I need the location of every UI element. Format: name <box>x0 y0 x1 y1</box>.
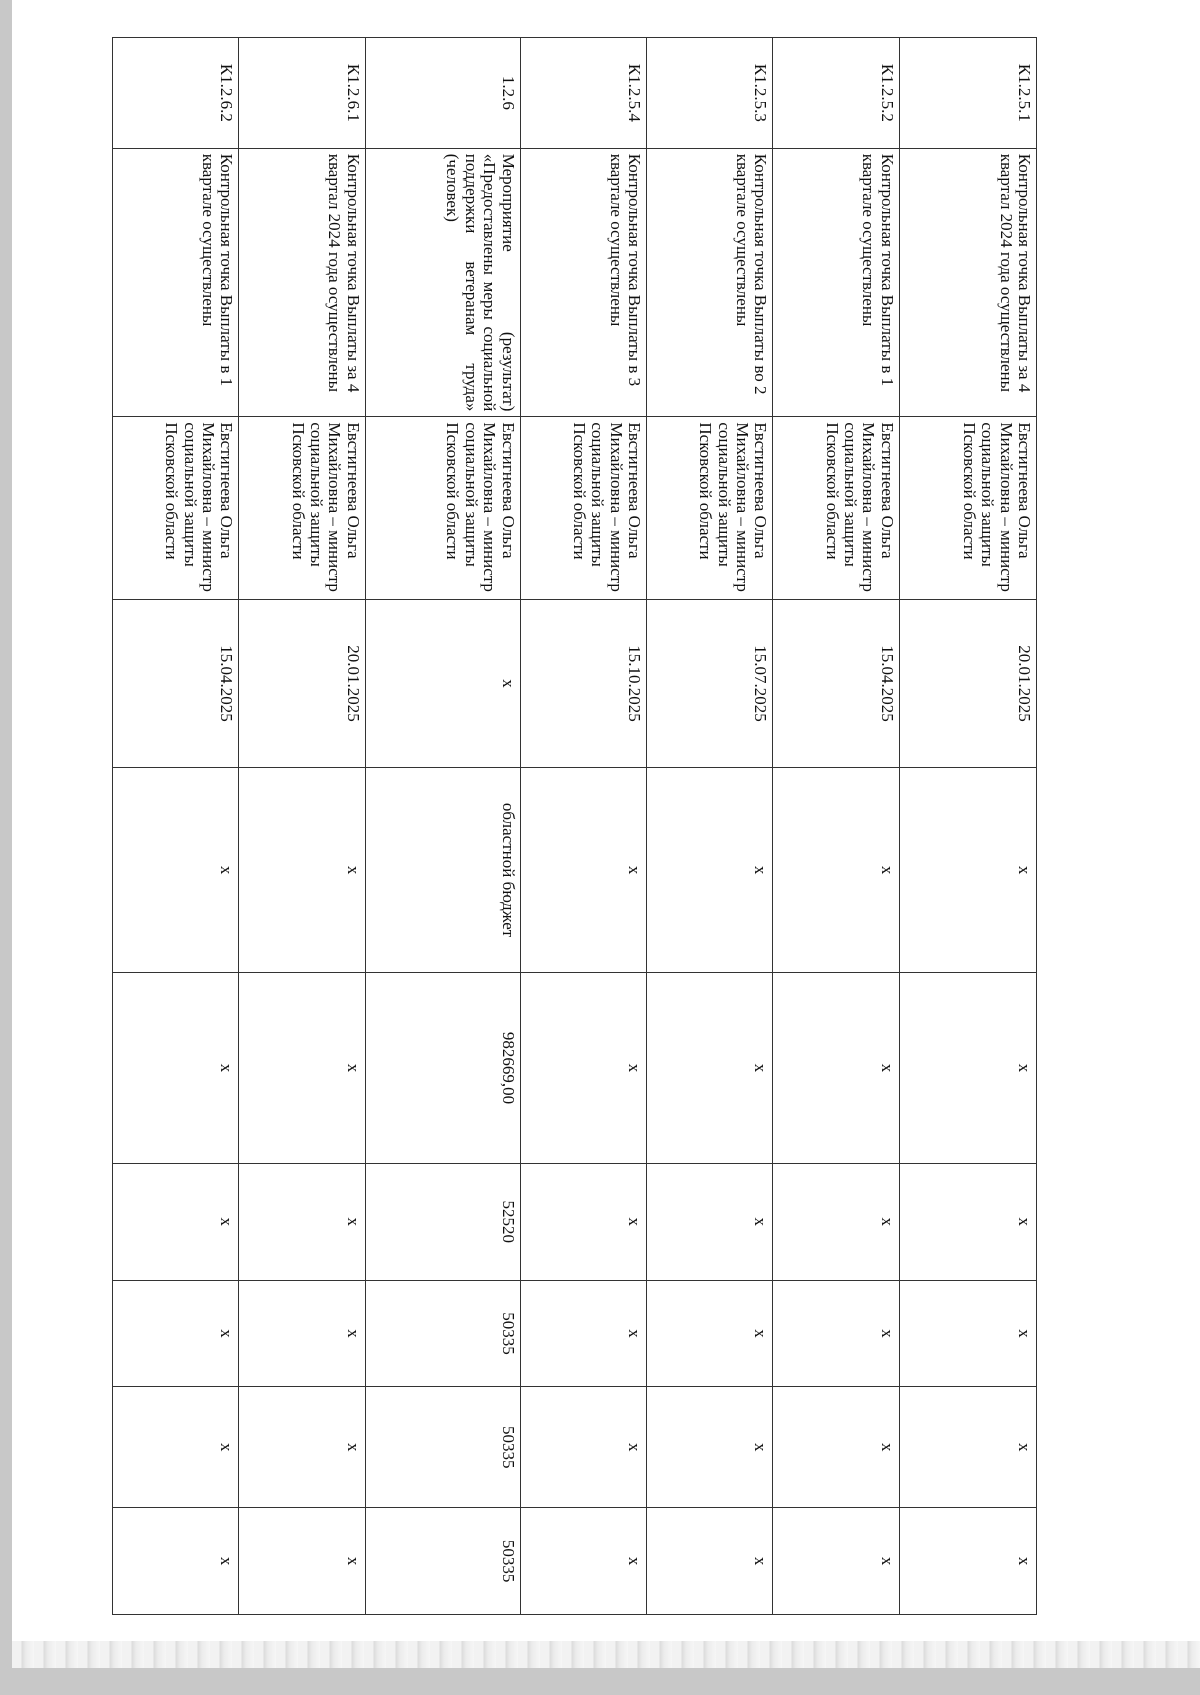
row-value-2: x <box>113 1280 239 1387</box>
row-value-4: x <box>899 1508 1036 1615</box>
row-code: К1.2.5.4 <box>520 38 646 149</box>
row-value-4: 50335 <box>365 1508 520 1615</box>
row-amount: 982669,00 <box>365 973 520 1164</box>
row-code: К1.2.5.3 <box>646 38 772 149</box>
row-name: Контрольная точка Выплаты в 1 квартале осуществлены <box>773 148 899 417</box>
row-name: Контрольная точка Выплаты за 4 квартал 2024 года осуществлены <box>239 148 365 417</box>
row-value-1: x <box>899 1163 1036 1280</box>
row-code: К1.2.6.2 <box>113 38 239 149</box>
row-responsible: Евстигнеева Ольга Михайловна – министр социальной защиты Псковской области <box>239 417 365 600</box>
row-source: x <box>113 768 239 973</box>
row-value-2: x <box>899 1280 1036 1387</box>
row-date: 15.04.2025 <box>113 599 239 767</box>
table-row <box>773 38 899 1615</box>
table-row <box>113 38 239 1615</box>
row-value-1: x <box>239 1163 365 1280</box>
table-row <box>365 38 520 1615</box>
row-source: областной бюджет <box>365 768 520 973</box>
row-date: 15.04.2025 <box>773 599 899 767</box>
row-source: x <box>646 768 772 973</box>
row-value-3: x <box>520 1387 646 1508</box>
row-value-3: x <box>899 1387 1036 1508</box>
row-value-3: x <box>239 1387 365 1508</box>
row-amount: x <box>520 973 646 1164</box>
row-value-2: 50335 <box>365 1280 520 1387</box>
scan-edge-strip <box>12 1641 1200 1668</box>
row-name: Контрольная точка Выплаты за 4 квартал 2024 года осуществлены <box>899 148 1036 417</box>
row-responsible: Евстигнеева Ольга Михайловна – министр социальной защиты Псковской области <box>113 417 239 600</box>
row-responsible: Евстигнеева Ольга Михайловна – министр социальной защиты Псковской области <box>365 417 520 600</box>
row-amount: x <box>113 973 239 1164</box>
row-source: x <box>773 768 899 973</box>
row-value-1: x <box>646 1163 772 1280</box>
row-responsible: Евстигнеева Ольга Михайловна – министр социальной защиты Псковской области <box>773 417 899 600</box>
row-value-3: x <box>646 1387 772 1508</box>
row-value-4: x <box>239 1508 365 1615</box>
row-responsible: Евстигнеева Ольга Михайловна – министр социальной защиты Псковской области <box>520 417 646 600</box>
row-code: К1.2.5.2 <box>773 38 899 149</box>
row-value-4: x <box>520 1508 646 1615</box>
table-row <box>520 38 646 1615</box>
table-row <box>899 38 1036 1615</box>
row-date: x <box>365 599 520 767</box>
row-responsible: Евстигнеева Ольга Михайловна – министр социальной защиты Псковской области <box>646 417 772 600</box>
row-name: Контрольная точка Выплаты в 1 квартале осуществлены <box>113 148 239 417</box>
row-name: Мероприятие (результат) «Предоставлены меры социальной поддержки ветеранам труда» (человек) <box>365 148 520 417</box>
row-amount: x <box>239 973 365 1164</box>
row-value-4: x <box>773 1508 899 1615</box>
row-value-2: x <box>646 1280 772 1387</box>
table-row <box>239 38 365 1615</box>
row-value-1: x <box>520 1163 646 1280</box>
row-value-1: x <box>113 1163 239 1280</box>
row-amount: x <box>773 973 899 1164</box>
document-page <box>12 0 1200 1668</box>
row-name: Контрольная точка Выплаты в 3 квартале осуществлены <box>520 148 646 417</box>
row-code: К1.2.5.1 <box>899 38 1036 149</box>
row-code: К1.2.6.1 <box>239 38 365 149</box>
row-date: 15.07.2025 <box>646 599 772 767</box>
row-amount: x <box>646 973 772 1164</box>
row-source: x <box>899 768 1036 973</box>
table-row <box>646 38 772 1615</box>
rotated-table-sheet <box>112 37 1037 1615</box>
row-amount: x <box>899 973 1036 1164</box>
row-date: 20.01.2025 <box>239 599 365 767</box>
row-date: 20.01.2025 <box>899 599 1036 767</box>
row-value-3: x <box>773 1387 899 1508</box>
row-date: 15.10.2025 <box>520 599 646 767</box>
row-value-4: x <box>113 1508 239 1615</box>
row-code: 1.2.6 <box>365 38 520 149</box>
row-value-3: 50335 <box>365 1387 520 1508</box>
row-source: x <box>239 768 365 973</box>
row-value-4: x <box>646 1508 772 1615</box>
program-plan-table <box>112 37 1037 1615</box>
row-value-3: x <box>113 1387 239 1508</box>
row-value-2: x <box>773 1280 899 1387</box>
row-name: Контрольная точка Выплаты во 2 квартале осуществлены <box>646 148 772 417</box>
row-value-2: x <box>520 1280 646 1387</box>
row-value-1: x <box>773 1163 899 1280</box>
row-value-2: x <box>239 1280 365 1387</box>
row-value-1: 52520 <box>365 1163 520 1280</box>
row-responsible: Евстигнеева Ольга Михайловна – министр социальной защиты Псковской области <box>899 417 1036 600</box>
row-source: x <box>520 768 646 973</box>
